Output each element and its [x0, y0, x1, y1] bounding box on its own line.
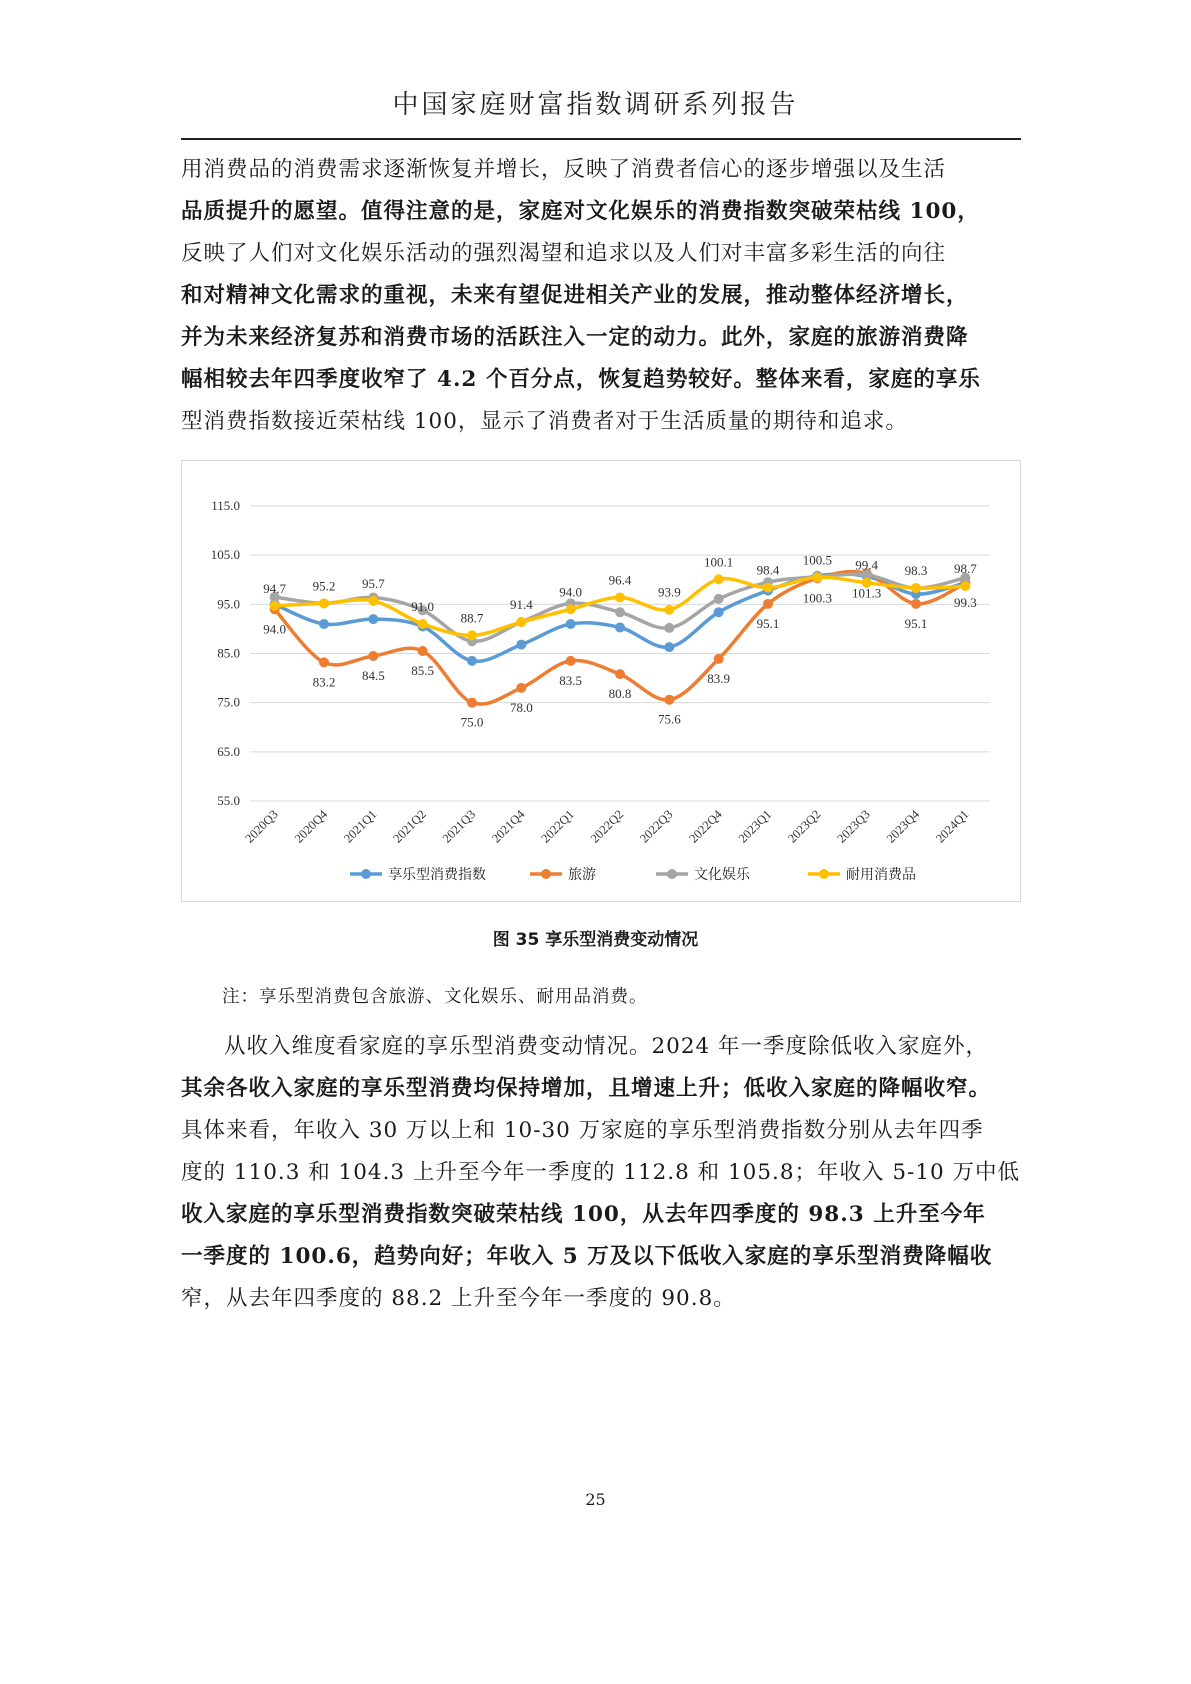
series-point	[516, 617, 526, 627]
data-label: 78.0	[509, 699, 533, 715]
series-point	[615, 622, 625, 632]
data-label: 75.0	[460, 714, 484, 730]
data-label: 101.3	[852, 585, 882, 601]
data-label: 98.3	[904, 563, 928, 579]
series-point	[368, 651, 378, 661]
series-point	[615, 592, 625, 602]
series-point	[566, 619, 576, 629]
data-label: 95.1	[904, 615, 928, 631]
series-point	[714, 607, 724, 617]
x-tick-label: 2020Q4	[291, 807, 331, 846]
y-tick-label: 115.0	[211, 498, 240, 513]
data-label: 95.1	[756, 615, 780, 631]
data-label: 88.7	[460, 610, 484, 626]
paragraph-1-line: 并为未来经济复苏和消费市场的活跃注入一定的动力。此外，家庭的旅游消费降	[181, 325, 969, 350]
x-tick-label: 2020Q3	[242, 807, 281, 846]
series-point	[763, 599, 773, 609]
data-label: 80.8	[608, 686, 632, 702]
series-point	[467, 630, 477, 640]
series-point	[319, 598, 329, 608]
series-point	[319, 619, 329, 629]
paragraph-2-line: 收入家庭的享乐型消费指数突破荣枯线 100，从去年四季度的 98.3 上升至今年	[181, 1202, 986, 1227]
x-tick-label: 2021Q2	[390, 807, 429, 846]
y-tick-label: 75.0	[217, 694, 240, 710]
series-point	[664, 695, 674, 705]
series-point	[911, 583, 921, 593]
data-label: 99.4	[855, 557, 879, 573]
x-tick-label: 2021Q4	[489, 807, 528, 846]
page-number: 25	[585, 1490, 606, 1509]
series-point	[615, 607, 625, 617]
y-tick-label: 65.0	[217, 743, 240, 759]
paragraph-1-line: 和对精神文化需求的重视，未来有望促进相关产业的发展，推动整体经济增长，	[181, 283, 969, 308]
paragraph-1	[181, 149, 1021, 443]
data-label: 91.4	[509, 597, 533, 613]
data-label: 95.2	[312, 578, 336, 594]
series-point	[270, 601, 280, 611]
paragraph-2-line: 一季度的 100.6，趋势向好；年收入 5 万及以下低收入家庭的享乐型消费降幅收	[181, 1244, 993, 1269]
data-label: 85.5	[411, 663, 435, 679]
x-tick-label: 2022Q3	[637, 807, 676, 846]
x-tick-label: 2022Q2	[587, 807, 627, 846]
paragraph-2-line: 窄，从去年四季度的 88.2 上升至今年一季度的 90.8。	[181, 1286, 736, 1311]
series-point	[566, 604, 576, 614]
paragraph-1-line: 用消费品的消费需求逐渐恢复并增长，反映了消费者信心的逐步增强以及生活	[181, 157, 947, 182]
x-tick-label: 2021Q1	[341, 807, 380, 846]
paragraph-2-line: 其余各收入家庭的享乐型消费均保持增加，且增速上升；低收入家庭的降幅收窄。	[181, 1076, 992, 1101]
x-tick-label: 2023Q3	[834, 807, 873, 846]
paragraph-1-line: 幅相较去年四季度收窄了 4.2 个百分点，恢复趋势较好。整体来看，家庭的享乐	[181, 367, 981, 392]
data-label: 98.4	[756, 562, 780, 578]
data-label: 100.3	[802, 590, 832, 606]
series-point	[664, 642, 674, 652]
y-tick-label: 55.0	[217, 793, 240, 808]
paragraph-2	[181, 1026, 1021, 1320]
legend-marker	[667, 869, 677, 879]
legend-label: 享乐型消费指数	[388, 867, 486, 883]
data-label: 94.0	[559, 584, 583, 600]
series-point	[664, 605, 674, 615]
paragraph-2-line: 具体来看，年收入 30 万以上和 10-30 万家庭的享乐型消费指数分别从去年四季	[181, 1118, 984, 1143]
series-point	[714, 654, 724, 664]
data-label: 98.7	[953, 561, 977, 577]
paragraph-1-line: 反映了人们对文化娱乐活动的强烈渴望和追求以及人们对丰富多彩生活的向往	[181, 241, 947, 266]
paragraph-1-line: 品质提升的愿望。值得注意的是，家庭对文化娱乐的消费指数突破荣枯线 100，	[181, 199, 980, 224]
paragraph-2-line: 度的 110.3 和 104.3 上升至今年一季度的 112.8 和 105.8；年收入 5-10 万中低	[181, 1160, 1021, 1185]
series-point	[418, 619, 428, 629]
data-label: 83.2	[312, 674, 336, 690]
paragraph-1-line: 型消费指数接近荣枯线 100，显示了消费者对于生活质量的期待和追求。	[181, 409, 908, 434]
header-divider	[181, 138, 1021, 140]
data-label: 96.4	[608, 572, 632, 588]
x-tick-label: 2023Q2	[785, 807, 824, 846]
series-point	[319, 657, 329, 667]
data-label: 75.6	[657, 711, 681, 727]
data-label: 94.0	[263, 621, 287, 637]
data-label: 94.7	[263, 580, 287, 596]
figure-caption: 图 35 享乐型消费变动情况	[492, 930, 699, 950]
series-point	[714, 574, 724, 584]
x-tick-label: 2023Q1	[735, 807, 775, 846]
series-point	[516, 683, 526, 693]
line-chart-frame	[181, 460, 1021, 902]
series-point	[516, 640, 526, 650]
y-tick-label: 105.0	[210, 547, 240, 563]
series-point	[911, 599, 921, 609]
legend-label: 文化娱乐	[694, 867, 750, 883]
data-label: 100.1	[704, 554, 734, 570]
x-tick-label: 2024Q1	[933, 807, 972, 846]
legend-marker	[541, 869, 551, 879]
series-point	[763, 583, 773, 593]
data-label: 93.9	[657, 584, 681, 600]
x-tick-label: 2023Q4	[883, 807, 923, 846]
line-chart	[182, 461, 1020, 901]
data-label: 83.5	[559, 672, 583, 688]
data-label: 84.5	[361, 667, 385, 683]
legend-marker	[819, 869, 829, 879]
report-header-title: 中国家庭财富指数调研系列报告	[392, 90, 799, 120]
legend-label: 旅游	[568, 867, 596, 883]
data-label: 91.0	[411, 599, 435, 614]
x-tick-label: 2022Q4	[686, 807, 725, 846]
series-point	[368, 614, 378, 624]
data-label: 100.5	[802, 552, 832, 568]
series-point	[467, 656, 477, 666]
series-point	[812, 572, 822, 582]
series-point	[615, 669, 625, 679]
series-point	[566, 656, 576, 666]
paragraph-2-line: 从收入维度看家庭的享乐型消费变动情况。2024 年一季度除低收入家庭外，	[224, 1034, 989, 1059]
legend-label: 耐用消费品	[846, 867, 916, 883]
series-point	[664, 623, 674, 633]
data-label: 83.9	[707, 670, 731, 686]
data-label: 95.7	[361, 575, 385, 591]
series-point	[960, 581, 970, 591]
y-tick-label: 85.0	[217, 645, 240, 661]
figure-note: 注：享乐型消费包含旅游、文化娱乐、耐用品消费。	[222, 987, 648, 1007]
series-point	[714, 594, 724, 604]
series-point	[368, 596, 378, 606]
data-label: 99.3	[953, 595, 977, 611]
legend-marker	[361, 869, 371, 879]
x-tick-label: 2022Q1	[538, 807, 577, 846]
x-tick-label: 2021Q3	[439, 807, 479, 846]
series-point	[418, 646, 428, 656]
y-tick-label: 95.0	[217, 596, 240, 612]
series-point	[467, 698, 477, 708]
